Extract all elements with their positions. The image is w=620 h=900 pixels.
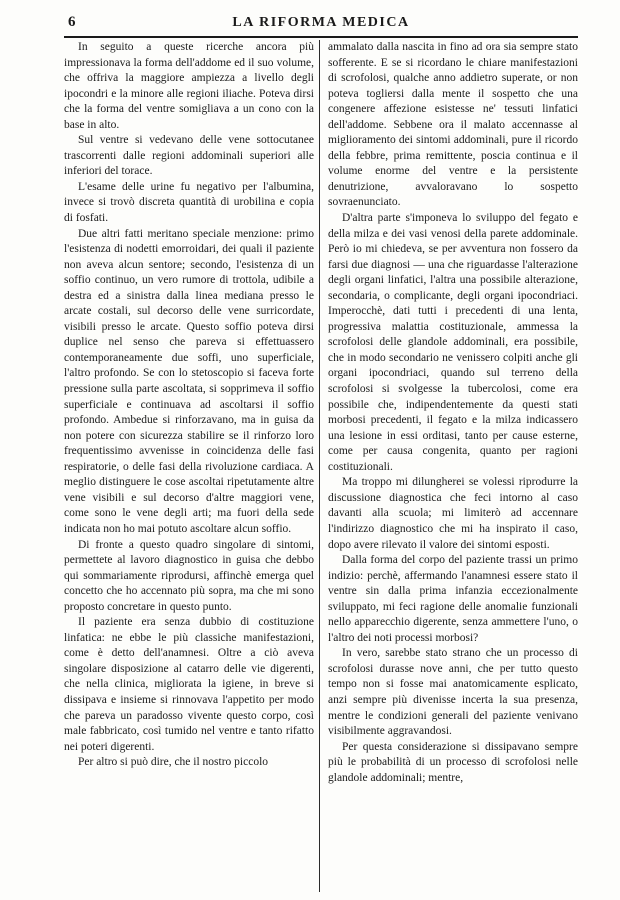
paragraph: D'altra parte s'imponeva lo sviluppo del fegato e della milza e dei vasi venosi della parete addominale. Però io mi chiedeva, se per avventura non fossero da farsi due diagnosi — una che riguardasse l'alterazione degli organi linfatici, l'altra una possibile alterazione, secondaria, o complicante, degli organi ipocondriaci. Imperocchè, dati tutti i precedenti di una lenta, progressiva malattia costituzionale, ammessa la scrofolosi delle glandole addominali, era possibile, che in modo secondario ne venissero colpiti anche gli organi ipocondriaci, quando sul terreno della scrofolosi si svolgesse la tubercolosi, come era possibile che, indipendentemente da questi stati morbosi precedenti, il fegato e la milza indicassero una lesione in essi orditasi, tanto per cause esterne, come per causa congenita, quanto per ragioni costituzionali. — [328, 212, 578, 473]
paragraph: Dalla forma del corpo del paziente trassi un primo indizio: perchè, affermando l'anamnesi essere stato il ventre sin dalla prima infanzia eccezionalmente sviluppato, mi feci ragione delle anomalie funzionali nello apparecchio digerente, senza ammettere l'uno, o l'altro dei noti processi morbosi? — [328, 554, 578, 644]
paragraph: Ma troppo mi dilungherei se volessi riprodurre la discussione diagnostica che feci intorno al caso davanti alla scuola; mi limiterò ad accennare l'indirizzo diagnostico che mi ha inspirato il caso, dopo avere rilevato il valore dei sintomi esposti. — [328, 476, 578, 551]
running-title: LA RIFORMA MEDICA — [232, 15, 410, 30]
paragraph: In seguito a queste ricerche ancora più impressionava la forma dell'addome ed il suo volume, che offriva la maggiore ampiezza a livello degli ipocondri e la minore alle regioni iliache. Poteva dirsi che la forma del ventre somigliava a un cono con la base in alto. — [64, 41, 314, 131]
paragraph: Per questa considerazione si dissipavano sempre più le probabilità di un processo di scrofolosi nelle glandole addominali; mentre, — [328, 740, 578, 784]
paragraph: In vero, sarebbe stato strano che un processo di scrofolosi durasse nove anni, che per tutto questo tempo non si fosse mai anatomicamente esplicato, anzi sempre più divenisse incerta la sua presenza, mentre le condizioni generali del paziente venivano visibilmente aggravandosi. — [328, 647, 578, 738]
left-column — [64, 40, 314, 771]
paragraph: Sul ventre si vedevano delle vene sottocutanee trascorrenti dalle regioni addominali superiori alle inferiori del torace. — [64, 134, 314, 178]
paragraph-continuation: ammalato dalla nascita in fino ad ora sia sempre stato sofferente. E se si ricordano le chiare manifestazioni di scrofolosi, qualche anno addietro superate, or non poteva togliersi dalla mente il sospetto che una congenere affezione esistesse ne' tessuti linfatici dell'addome. Sebbene ora il malato accennasse al miglioramento dei sintomi addominali, pure il ricordo della febbre, prima remittente, poscia continua e il volume enorme del ventre e la persistente denutrizione, avvaloravano lo sospetto sovraenunciato. — [328, 41, 578, 209]
paragraph: Due altri fatti meritano speciale menzione: primo l'esistenza di nodetti emorroidari, dei quali il paziente non aveva alcun sentore; secondo, l'esistenza di un soffio continuo, un vero rumore di trottola, udibile a destra ed a sinistra dalla linea mediana presso le arcate costali, sul decorso delle vene surricordate, visibili presso le arcate. Questo soffio poteva dirsi duplice nel senso che pareva si effettuassero contemporaneamente due soffi, uno superficiale, l'altro profondo. Se con lo stetoscopio si faceva forte pressione sulla parte ascoltata, si sopprimeva il soffio superficiale e continuava ad ascoltarsi il soffio profondo. Ambedue si rinforzavano, ma in guisa da non potere con sicurezza stabilire se il rinforzo loro frequentissimo avvenisse in coincidenza delle fasi respiratorie, o delle fasi della rivoluzione cardiaca. A meglio distinguere le cose ascoltai ripetutamente altre vene visibili e sul decorso d'altre maggiori vene, come sono le vene degli arti; ma fuori della sede indicata non ho mai potuto ascoltare alcun soffio. — [64, 227, 314, 535]
page-header — [64, 14, 578, 34]
paragraph: Per altro si può dire, che il nostro piccolo — [78, 756, 269, 769]
paragraph: L'esame delle urine fu negativo per l'albumina, invece si trovò discreta quantità di urobilina e copia di fosfati. — [64, 180, 314, 225]
right-column — [328, 40, 578, 786]
page-number: 6 — [68, 14, 76, 30]
column-divider — [319, 40, 320, 892]
paragraph: Di fronte a questo quadro singolare di sintomi, permettete al lavoro diagnostico in guisa che debbo qui sommariamente riprodursi, affinchè emerga quel concetto che ho accennato più sopra, ma che mi sono proposto concretare in questo punto. — [64, 538, 314, 613]
paragraph: Il paziente era senza dubbio di costituzione linfatica: ne ebbe le più classiche manifestazioni, come è detto dell'anamnesi. Oltre a ciò aveva singolare disposizione al catarro delle vie digerenti, che nella clinica, migliorata la igiene, in breve si dissipava e insieme si rinnovava l'appetito per modo che pareva un paradosso vivente questo corpo, così male fabbricato, così tumido nel ventre e tanto rifatto nei poteri digerenti. — [64, 616, 314, 753]
header-rule — [64, 36, 578, 38]
